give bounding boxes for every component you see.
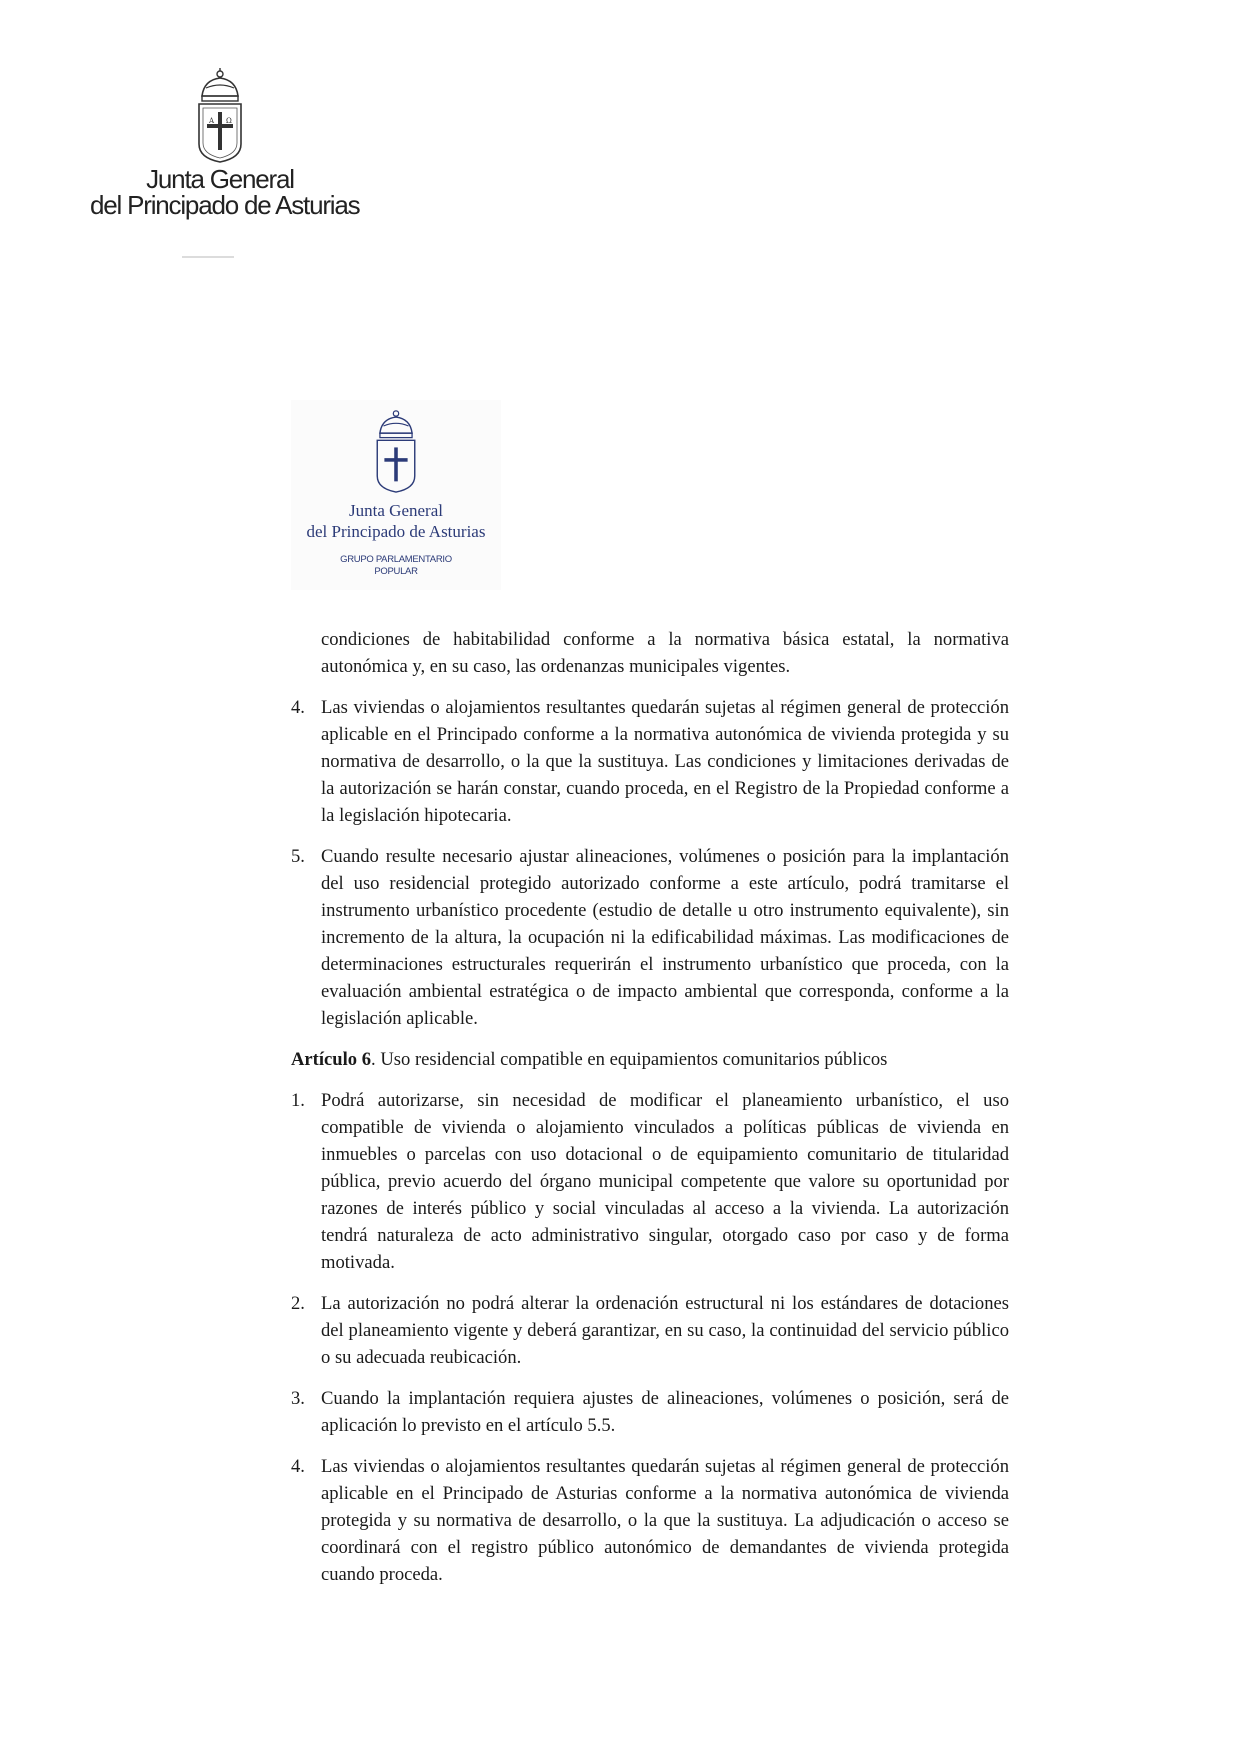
article6-heading xyxy=(291,1046,1009,1073)
group-logo xyxy=(291,400,501,590)
svg-text:A: A xyxy=(209,117,215,125)
group-logo-title-line2: del Principado de Asturias xyxy=(306,522,486,541)
group-logo-title-line1: Junta General xyxy=(349,501,443,520)
item-text: Podrá autorizarse, sin necesidad de modificar el planeamiento urbanístico, el uso compatible de vivienda o alojamiento vinculados a políticas públicas de vivienda en inmuebles o parcelas con uso dotacional o de equipamiento comunitario de titularidad pública, previo acuerdo del órgano municipal competente que valore su oportunidad por razones de interés público y social vinculadas al acceso a la vivienda. La autorización tendrá naturaleza de acto administrativo singular, otorgado caso por caso y de forma motivada. xyxy=(321,1090,1009,1273)
svg-text:Ω: Ω xyxy=(226,117,232,125)
item-text: La autorización no podrá alterar la ordenación estructural ni los estándares de dotaciones del planeamiento vigente y deberá garantizar, en su caso, la continuidad del servicio público o su adecuada reubicación. xyxy=(321,1293,1009,1368)
item-number: 3. xyxy=(291,1388,305,1409)
group-logo-subtitle-line1: GRUPO PARLAMENTARIO xyxy=(340,554,452,565)
article6-item xyxy=(291,1087,1009,1276)
item-number: 4. xyxy=(291,697,305,718)
institution-title-line2: del Principado de Asturias xyxy=(90,190,360,220)
item-text: Cuando resulte necesario ajustar alineaciones, volúmenes o posición para la implantación del uso residencial protegido autorizado conforme a este artículo, podrá tramitarse el instrumento urbanístico procedente (estudio de detalle u otro instrumento equivalente), sin incremento de la altura, la ocupación ni la edificabilidad máximas. Las modificaciones de determinaciones estructurales requerirán el instrumento urbanístico que proceda, con la evaluación ambiental estratégica o de impacto ambiental que corresponda, conforme a la legislación aplicable. xyxy=(321,846,1009,1029)
item-number: 1. xyxy=(291,1090,305,1111)
article6-label: Artículo 6 xyxy=(291,1049,372,1070)
item-number: 4. xyxy=(291,1456,305,1477)
item-text: Las viviendas o alojamientos resultantes quedarán sujetas al régimen general de protección aplicable en el Principado de Asturias conforme a la normativa autonómica de vivienda protegida y su normativa de desarrollo, o la que la sustituya. La adjudicación o acceso se coordinará con el registro público autonómico de demandantes de vivienda protegida cuando proceda. xyxy=(321,1456,1009,1585)
institution-header xyxy=(90,66,360,220)
article6-item xyxy=(291,1385,1009,1439)
item-text: Cuando la implantación requiera ajustes de alineaciones, volúmenes o posición, será de aplicación lo previsto en el artículo 5.5. xyxy=(321,1388,1009,1436)
item-text: Las viviendas o alojamientos resultantes quedarán sujetas al régimen general de protección aplicable en el Principado conforme a la normativa autonómica de vivienda protegida y su normativa de desarrollo, o la que la sustituya. Las condiciones y limitaciones derivadas de la autorización se harán constar, cuando proceda, en el Registro de la Propiedad conforme a la legislación hipotecaria. xyxy=(321,697,1009,826)
institution-title xyxy=(90,164,360,220)
item-number: 5. xyxy=(291,846,305,867)
asturias-crest-icon xyxy=(192,66,248,166)
group-logo-subtitle xyxy=(291,554,501,578)
institution-title-line1: Junta General xyxy=(146,164,294,194)
header-divider xyxy=(182,256,234,258)
group-logo-title xyxy=(291,500,501,542)
article5-item xyxy=(291,843,1009,1032)
article5-item xyxy=(291,694,1009,829)
document-body xyxy=(291,626,1009,1602)
article6-item xyxy=(291,1290,1009,1371)
asturias-crest-blue-icon xyxy=(371,406,421,496)
article5-continuation: condiciones de habitabilidad conforme a la normativa básica estatal, la normativa autonómica y, en su caso, las ordenanzas municipales vigentes. xyxy=(321,629,1009,677)
article6-title: . Uso residencial compatible en equipamientos comunitarios públicos xyxy=(371,1049,888,1070)
item-number: 2. xyxy=(291,1293,305,1314)
article6-item xyxy=(291,1453,1009,1588)
group-logo-subtitle-line2: POPULAR xyxy=(374,566,418,577)
